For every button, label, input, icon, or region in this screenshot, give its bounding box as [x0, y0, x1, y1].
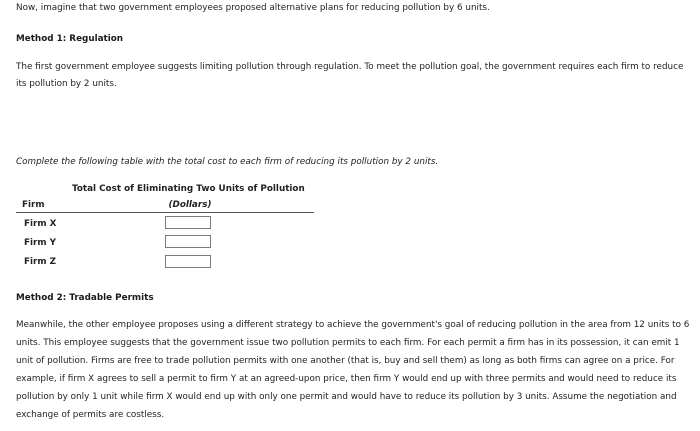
- table-column-units: (Dollars): [168, 200, 212, 210]
- firm-z-cost-input[interactable]: [165, 255, 211, 268]
- table-instruction: Complete the following table with the total cost to each firm of reducing its pollution by 2 units.: [16, 157, 439, 167]
- method2-paragraph: Meanwhile, the other employee proposes using a different strategy to achieve the government's goal of reducing pollution in the area from 12 units to 6 units. This employee suggests that the government issue two pollution permits to each firm. For each permit a firm has in its possession, it can emit 1 unit of pollution. Firms are free to trade pollution permits with one another (that is, buy and sell them) as long as both firms can agree on a price. For example, if firm X agrees to sell a permit to firm Y at an agreed-upon price, then firm Y would end up with three permits and would need to reduce its pollution by only 1 unit while firm X would end up with only one permit and would have to reduce its pollution by 3 units. Assume the negotiation and exchange of permits are costless.: [16, 320, 690, 420]
- row-label-firm-y: Firm Y: [24, 238, 56, 248]
- firm-y-cost-input[interactable]: [165, 235, 211, 248]
- intro-text: Now, imagine that two government employees proposed alternative plans for reducing pollution by 6 units.: [16, 3, 490, 13]
- row-label-firm-x: Firm X: [24, 219, 57, 229]
- table-firm-header: Firm: [22, 200, 45, 210]
- table-header-divider: [16, 212, 314, 213]
- row-label-firm-z: Firm Z: [24, 257, 56, 267]
- method1-heading: Method 1: Regulation: [16, 34, 124, 44]
- table-column-title: Total Cost of Eliminating Two Units of Pollution: [72, 184, 305, 194]
- method2-heading: Method 2: Tradable Permits: [16, 293, 154, 303]
- firm-x-cost-input[interactable]: [165, 216, 211, 229]
- method1-paragraph: The first government employee suggests limiting pollution through regulation. To meet the pollution goal, the government requires each firm to reduce its pollution by 2 units.: [16, 62, 684, 89]
